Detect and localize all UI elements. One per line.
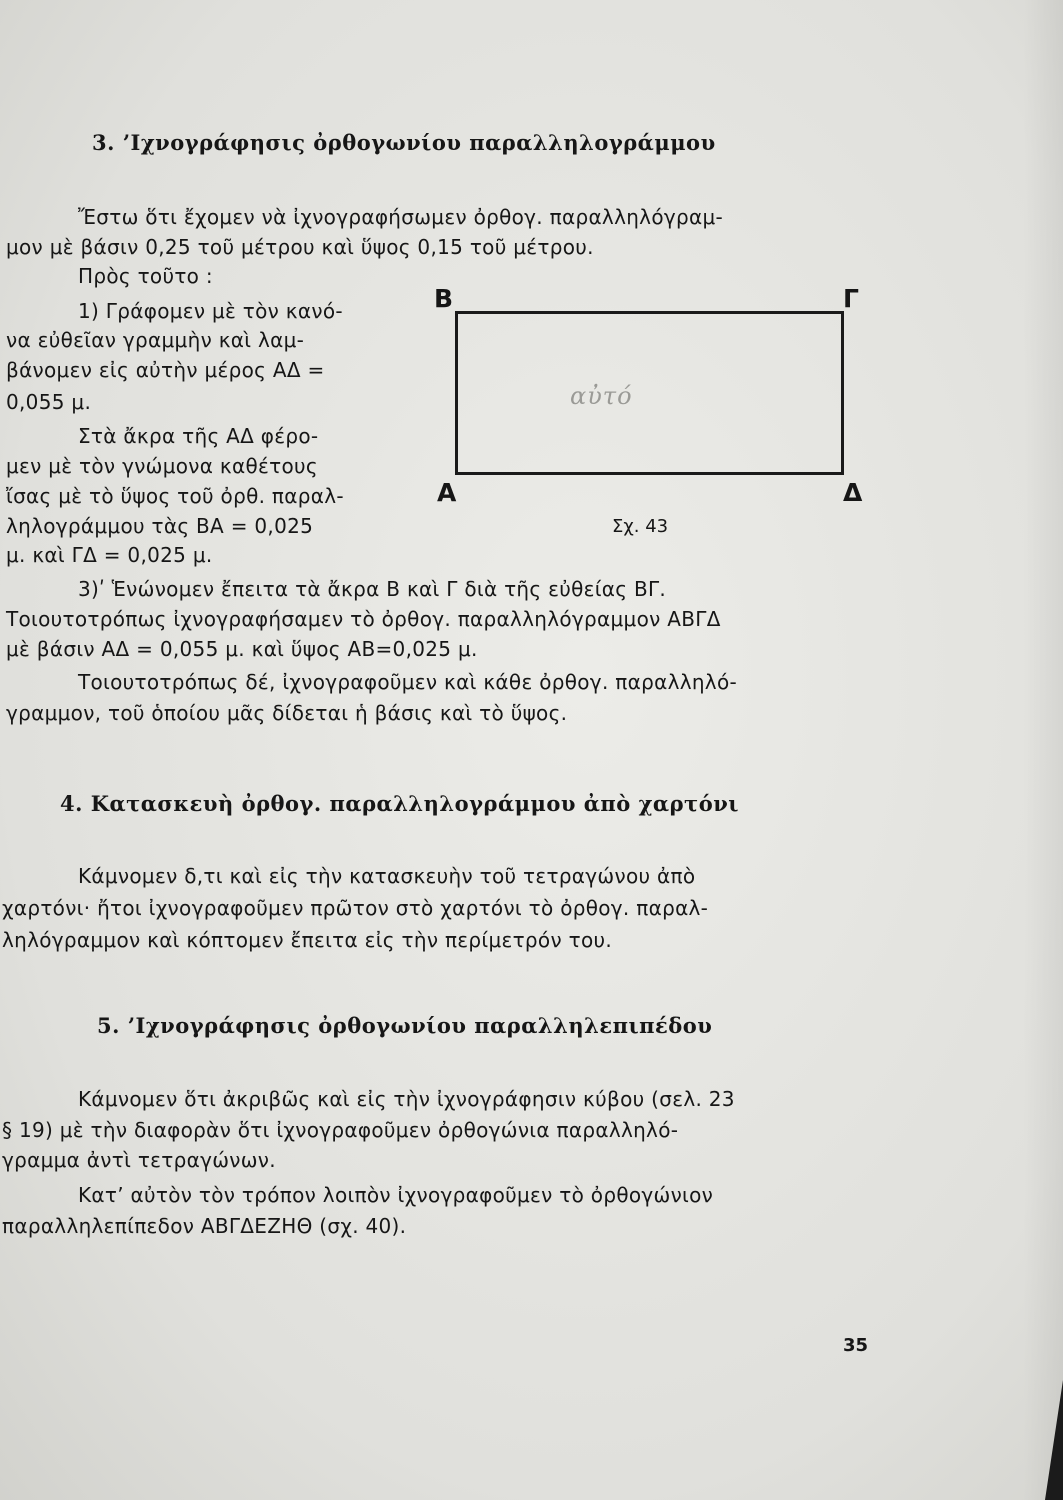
- section-3-line: Πρὸς τοῦτο :: [78, 264, 213, 288]
- section-5-line: γραμμα ἀντὶ τετραγώνων.: [2, 1148, 276, 1172]
- section-3-line: 1) Γράφομεν μὲ τὸν κανό-: [78, 299, 343, 323]
- section-5-line: § 19) μὲ τὴν διαφορὰν ὅτι ἰχνογραφοῦμεν ὀρθογώνια παραλληλό-: [2, 1118, 679, 1142]
- section-3-line: Στὰ ἄκρα τῆς ΑΔ φέρο-: [78, 424, 319, 448]
- vertex-label-d: Δ: [843, 478, 863, 507]
- pencil-annotation: αὐτό: [570, 382, 633, 410]
- vertex-label-b: Β: [434, 284, 454, 313]
- section-3-line: Ἔστω ὅτι ἔχομεν νὰ ἰχνογραφήσωμεν ὀρθογ. παραλληλόγραμ-: [78, 205, 724, 229]
- page-number: 35: [843, 1335, 869, 1356]
- section-4-line: ληλόγραμμον καὶ κόπτομεν ἔπειτα εἰς τὴν περίμετρόν του.: [2, 928, 613, 952]
- section-3-line: γραμμον, τοῦ ὁποίου μᾶς δίδεται ἡ βάσις καὶ τὸ ὕψος.: [6, 701, 568, 725]
- section-4-line: Κάμνομεν δ,τι καὶ εἰς τὴν κατασκευὴν τοῦ τετραγώνου ἀπὸ: [78, 864, 696, 888]
- section-4-heading: 4. Κατασκευὴ ὀρθογ. παραλληλογράμμου ἀπὸ χαρτόνι: [60, 791, 739, 816]
- vertex-label-a: Α: [437, 478, 457, 507]
- section-3-line: μ. καὶ ΓΔ = 0,025 μ.: [6, 543, 213, 567]
- page-edge-shadow: [1023, 0, 1063, 1500]
- figure-caption: Σχ. 43: [612, 516, 669, 537]
- section-3-line: βάνομεν εἰς αὐτὴν μέρος ΑΔ =: [6, 358, 325, 382]
- rectangle-figure: [455, 311, 844, 475]
- section-4-line: χαρτόνι· ἤτοι ἰχνογραφοῦμεν πρῶτον στὸ χαρτόνι τὸ ὀρθογ. παραλ-: [2, 896, 709, 920]
- section-3-line: ληλογράμμου τὰς ΒΑ = 0,025: [6, 514, 314, 538]
- section-3-line: Τοιουτοτρόπως ἰχνογραφήσαμεν τὸ ὀρθογ. παραλληλόγραμμον ΑΒΓΔ: [6, 607, 721, 631]
- section-3-line: Τοιουτοτρόπως δέ, ἰχνογραφοῦμεν καὶ κάθε ὀρθογ. παραλληλό-: [78, 670, 738, 694]
- section-3-line: 0,055 μ.: [6, 390, 92, 414]
- section-3-line: ἴσας μὲ τὸ ὕψος τοῦ ὀρθ. παραλ-: [6, 484, 344, 508]
- section-3-line: να εὐθεῖαν γραμμὴν καὶ λαμ-: [6, 328, 305, 352]
- section-3-line: μὲ βάσιν ΑΔ = 0,055 μ. καὶ ὕψος ΑΒ=0,025 μ.: [6, 637, 478, 661]
- vertex-label-g: Γ: [843, 284, 859, 313]
- section-5-line: Κάμνομεν ὅτι ἀκριβῶς καὶ εἰς τὴν ἰχνογράφησιν κύβου (σελ. 23: [78, 1087, 735, 1111]
- page-corner-shadow: [1045, 1380, 1063, 1500]
- section-3-line: 3)ʹ Ἑνώνομεν ἔπειτα τὰ ἄκρα Β καὶ Γ διὰ τῆς εὐθείας ΒΓ.: [78, 577, 667, 601]
- section-3-heading: 3. ’Ιχνογράφησις ὀρθογωνίου παραλληλογράμμου: [92, 130, 716, 155]
- section-5-heading: 5. ’Ιχνογράφησις ὀρθογωνίου παραλληλεπιπέδου: [97, 1013, 713, 1038]
- section-5-line: παραλληλεπίπεδον ΑΒΓΔΕΖΗΘ (σχ. 40).: [2, 1214, 407, 1238]
- section-5-line: Κατ’ αὐτὸν τὸν τρόπον λοιπὸν ἰχνογραφοῦμεν τὸ ὀρθογώνιον: [78, 1183, 714, 1207]
- section-3-line: μεν μὲ τὸν γνώμονα καθέτους: [6, 454, 318, 478]
- section-3-line: μον μὲ βάσιν 0,25 τοῦ μέτρου καὶ ὕψος 0,15 τοῦ μέτρου.: [6, 235, 594, 259]
